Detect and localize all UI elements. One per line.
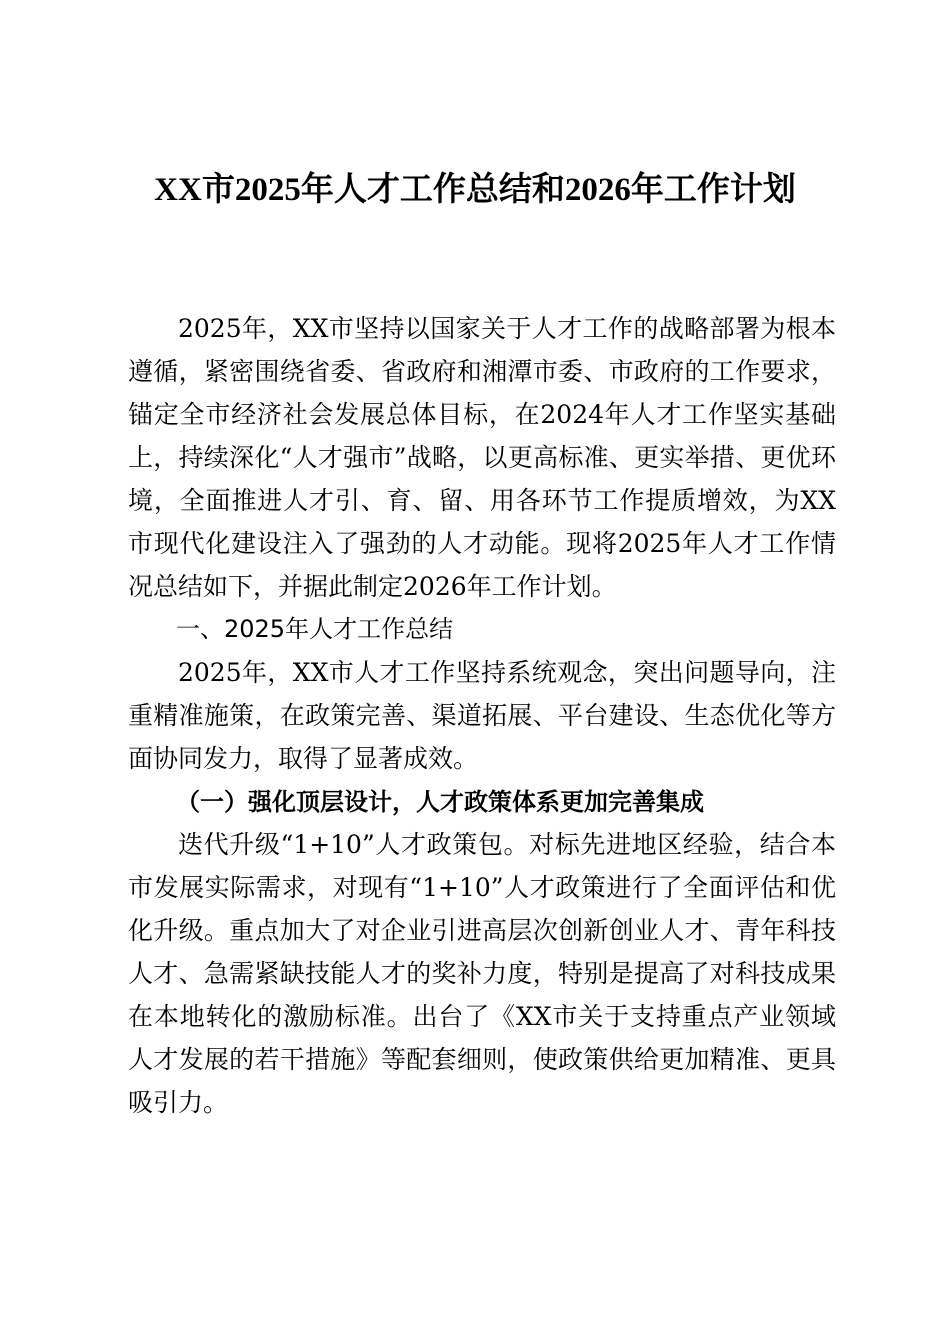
subsection-heading-1: （一）强化顶层设计，人才政策体系更加完善集成 [176,787,704,816]
section-1-intro-paragraph: 2025年，XX市人才工作坚持系统观念，突出问题导向，注重精准施策，在政策完善、渠道拓展、平台建设、生态优化等方面协同发力，取得了显著成效。 [128,658,836,773]
subsection-1-body-paragraph: 迭代升级“1+10”人才政策包。对标先进地区经验，结合本市发展实际需求，对现有“1+10”人才政策进行了全面评估和优化升级。重点加大了对企业引进高层次创新创业人才、青年科技人才、急需紧缺技能人才的奖补力度，特别是提高了对科技成果在本地转化的激励标准。出台了《XX市关于支持重点产业领域人才发展的若干措施》等配套细则，使政策供给更加精准、更具吸引力。 [128,830,836,1117]
intro-paragraph: 2025年，XX市坚持以国家关于人才工作的战略部署为根本遵循，紧密围绕省委、省政府和湘潭市委、市政府的工作要求，锚定全市经济社会发展总体目标，在2024年人才工作坚实基础上，持续深化“人才强市”战略，以更高标准、更实举措、更优环境，全面推进人才引、育、留、用各环节工作提质增效，为XX市现代化建设注入了强劲的人才动能。现将2025年人才工作情况总结如下，并据此制定2026年工作计划。 [128,314,836,601]
document-body [128,307,836,1124]
section-heading-1: 一、2025年人才工作总结 [176,615,454,643]
document-title: XX市2025年人才工作总结和2026年工作计划 [154,172,796,208]
